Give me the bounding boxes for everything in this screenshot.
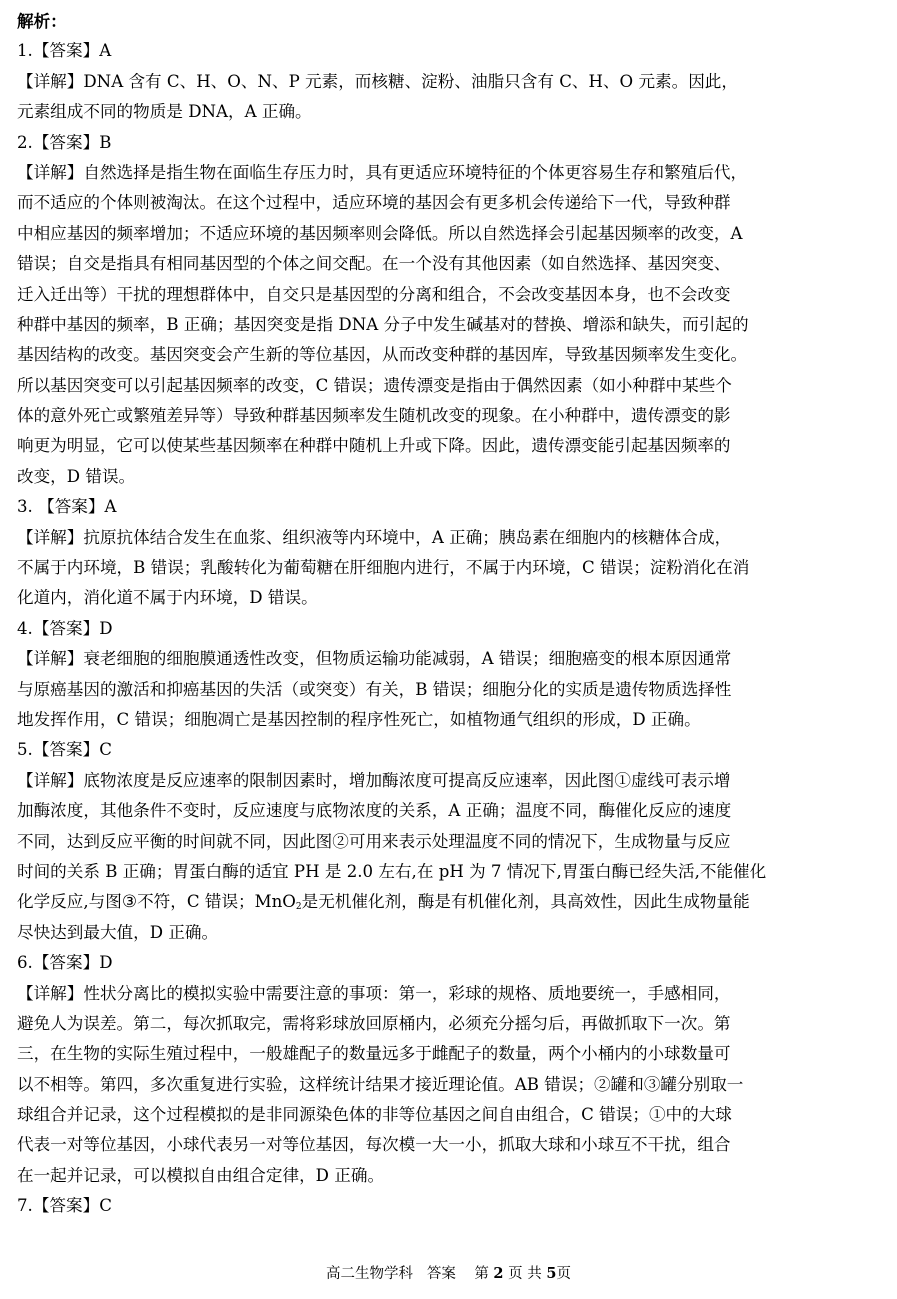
- circled-three-symbol: ③: [121, 892, 138, 913]
- q5-explanation-line: 时间的关系 B 正确；胃蛋白酶的适宜 PH 是 2.0 左右,在 pH 为 7 情况下,胃蛋白酶已经失活,不能催化: [17, 861, 767, 881]
- q2-explanation-line: 而不适应的个体则被淘汰。在这个过程中，适应环境的基因会有更多机会传递给下一代，导致种群: [17, 193, 731, 213]
- q5-line-part: 化学反应,与图: [17, 892, 122, 912]
- q2-explanation-line: 所以基因突变可以引起基因频率的改变，C 错误；遗传漂变是指由于偶然因素（如小种群中某些个: [17, 375, 732, 395]
- q3-answer: 3. 【答案】A: [17, 497, 117, 517]
- q5-explanation-line: 尽快达到最大值，D 正确。: [17, 922, 219, 942]
- q4-explanation-line: 【详解】衰老细胞的细胞膜通透性改变，但物质运输功能减弱，A 错误；细胞癌变的根本原因通常: [17, 649, 732, 669]
- q2-explanation-line: 中相应基因的频率增加；不适应环境的基因频率则会降低。所以自然选择会引起基因频率的改变，A: [17, 223, 743, 243]
- q1-answer: 1.【答案】A: [17, 41, 112, 61]
- q4-explanation-line: 与原癌基因的激活和抑癌基因的失活（或突变）有关，B 错误；细胞分化的实质是遗传物质选择性: [17, 679, 732, 699]
- q6-answer: 6.【答案】D: [17, 953, 113, 973]
- q6-explanation-line: 【详解】性状分离比的模拟实验中需要注意的事项：第一，彩球的规格、质地要统一，手感相同，: [17, 983, 731, 1003]
- q5-explanation-line: [17, 887, 889, 917]
- q2-explanation-line: 基因结构的改变。基因突变会产生新的等位基因，从而改变种群的基因库，导致基因频率发生变化。: [17, 345, 748, 365]
- q5-answer: 5.【答案】C: [17, 740, 112, 760]
- q4-answer: 4.【答案】D: [17, 618, 113, 638]
- q5-explanation-line: 加酶浓度，其他条件不变时，反应速度与底物浓度的关系，A 正确；温度不同，酶催化反应的速度: [17, 801, 732, 821]
- q5-line-part: 不符，C 错误；MnO: [137, 892, 296, 912]
- q6-explanation-line: 球组合并记录，这个过程模拟的是非同源染色体的非等位基因之间自由组合，C 错误；①中的大球: [17, 1105, 732, 1125]
- q1-explanation-line: 【详解】DNA 含有 C、H、O、N、P 元素，而核糖、淀粉、油脂只含有 C、H、O 元素。因此，: [17, 71, 738, 91]
- footer-page-total: 5: [546, 1265, 557, 1282]
- q4-explanation-line: 地发挥作用，C 错误；细胞凋亡是基因控制的程序性死亡，如植物通气组织的形成，D 正确。: [17, 709, 701, 729]
- subscript-two: 2: [295, 902, 302, 913]
- q1-explanation-line: 元素组成不同的物质是 DNA，A 正确。: [17, 102, 312, 122]
- footer-subject: 高二生物学科: [326, 1266, 414, 1282]
- q3-explanation-line: 【详解】抗原抗体结合发生在血浆、组织液等内环境中，A 正确；胰岛素在细胞内的核糖体合成，: [17, 527, 732, 547]
- section-heading: 解析：: [17, 11, 67, 31]
- q7-answer: 7.【答案】C: [17, 1196, 112, 1216]
- footer-page-suffix: 页: [556, 1266, 571, 1282]
- footer-label: 答案: [426, 1266, 456, 1282]
- footer-page-mid: 页 共: [508, 1266, 542, 1282]
- q3-explanation-line: 化道内，消化道不属于内环境，D 错误。: [17, 588, 318, 608]
- q6-explanation-line: 以不相等。第四，多次重复进行实验，这样统计结果才接近理论值。AB 错误；②罐和③罐分别取一: [17, 1074, 744, 1094]
- q6-explanation-line: 代表一对等位基因，小球代表另一对等位基因，每次模一大一小，抓取大球和小球互不干扰，组合: [17, 1135, 731, 1155]
- q2-explanation-line: 改变，D 错误。: [17, 466, 136, 486]
- footer-page-number: 2: [493, 1265, 504, 1282]
- q6-explanation-line: 三，在生物的实际生殖过程中，一般雄配子的数量远多于雌配子的数量，两个小桶内的小球数量可: [17, 1044, 731, 1064]
- q2-explanation-line: 错误；自交是指具有相同基因型的个体之间交配。在一个没有其他因素（如自然选择、基因突变、: [17, 254, 731, 274]
- q2-explanation-line: 体的意外死亡或繁殖差异等）导致种群基因频率发生随机改变的现象。在小种群中，遗传漂变的影: [17, 406, 731, 426]
- q6-explanation-line: 避免人为误差。第二，每次抓取完，需将彩球放回原桶内，必须充分摇匀后，再做抓取下一次。第: [17, 1013, 731, 1033]
- answer-content: [17, 6, 889, 1222]
- q2-explanation-line: 种群中基因的频率，B 正确；基因突变是指 DNA 分子中发生碱基对的替换、增添和缺失，而引起的: [17, 314, 749, 334]
- q6-explanation-line: 在一起并记录，可以模拟自由组合定律，D 正确。: [17, 1165, 385, 1185]
- q5-explanation-line: 不同，达到反应平衡的时间就不同，因此图②可用来表示处理温度不同的情况下，生成物量与反应: [17, 831, 731, 851]
- q2-explanation-line: 【详解】自然选择是指生物在面临生存压力时，具有更适应环境特征的个体更容易生存和繁殖后代，: [17, 162, 748, 182]
- q5-line-part: 是无机催化剂，酶是有机催化剂，具高效性，因此生成物量能: [301, 892, 750, 912]
- q2-explanation-line: 响更为明显，它可以使某些基因频率在种群中随机上升或下降。因此，遗传漂变能引起基因频率的: [17, 436, 731, 456]
- q2-answer: 2.【答案】B: [17, 132, 112, 152]
- q3-explanation-line: 不属于内环境，B 错误；乳酸转化为葡萄糖在肝细胞内进行，不属于内环境，C 错误；淀粉消化在消: [17, 558, 750, 578]
- footer-page-prefix: 第: [474, 1266, 489, 1282]
- page-footer: [0, 1262, 897, 1283]
- q5-explanation-line: 【详解】底物浓度是反应速率的限制因素时，增加酶浓度可提高反应速率，因此图①虚线可表示增: [17, 770, 731, 790]
- q2-explanation-line: 迁入迁出等）干扰的理想群体中，自交只是基因型的分离和组合，不会改变基因本身，也不会改变: [17, 284, 731, 304]
